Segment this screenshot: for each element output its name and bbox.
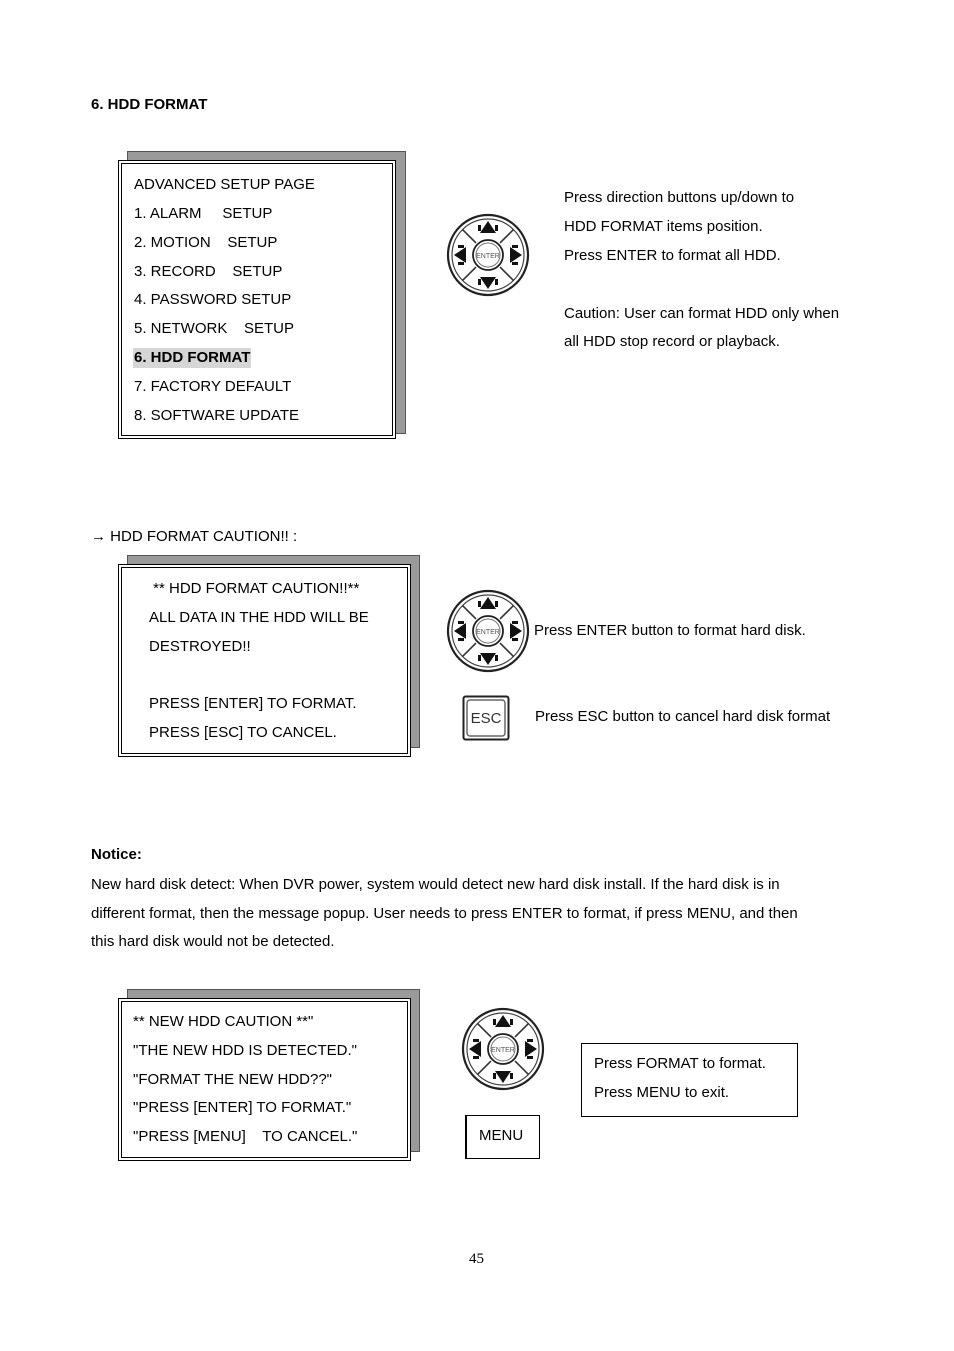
menu-item-hdd-format[interactable]: 6. HDD FORMAT [134,349,251,366]
caution-line: DESTROYED!! [149,638,251,655]
new-hdd-line: "FORMAT THE NEW HDD??" [133,1071,332,1088]
caution-esc-line: PRESS [ESC] TO CANCEL. [149,724,337,741]
caution-enter-line: PRESS [ENTER] TO FORMAT. [149,695,357,712]
menu-button [465,1115,540,1159]
direction-pad-icon [461,1006,545,1092]
menu-item-network[interactable]: 5. NETWORK SETUP [134,320,295,337]
caution-subheading: → HDD FORMAT CAUTION!! : [91,528,298,545]
new-hdd-line: "PRESS [MENU] TO CANCEL." [133,1128,358,1145]
caution-title: ** HDD FORMAT CAUTION!!** [149,580,360,597]
menu-button-label: MENU [479,1127,524,1144]
menu-item-factory-default[interactable]: 7. FACTORY DEFAULT [134,378,292,395]
menu-item-alarm[interactable]: 1. ALARM SETUP [134,205,273,222]
esc-instruction: Press ESC button to cancel hard disk format [535,708,831,725]
new-hdd-line: "PRESS [ENTER] TO FORMAT." [133,1099,352,1116]
instruction-line: HDD FORMAT items position. [564,218,763,235]
new-hdd-title: ** NEW HDD CAUTION **" [133,1013,314,1030]
caution-line: ALL DATA IN THE HDD WILL BE [149,609,369,626]
page-number: 45 [469,1251,484,1267]
enter-label: ENTER [476,629,500,636]
menu-item-record[interactable]: 3. RECORD SETUP [134,263,283,280]
caution-line: all HDD stop record or playback. [564,333,780,350]
new-hdd-line: "THE NEW HDD IS DETECTED." [133,1042,357,1059]
notice-title: Notice: [91,846,142,863]
format-exit-info-box [581,1043,798,1117]
notice-line: New hard disk detect: When DVR power, system would detect new hard disk install. If the hard disk is in [91,876,780,893]
menu-item-software-update[interactable]: 8. SOFTWARE UPDATE [134,407,300,424]
info-line: Press FORMAT to format. [594,1055,766,1072]
info-line: Press MENU to exit. [594,1084,730,1101]
menu-item-password[interactable]: 4. PASSWORD SETUP [134,291,292,308]
enter-label: ENTER [476,253,500,260]
enter-label: ENTER [491,1047,515,1054]
instruction-line: Press direction buttons up/down to [564,189,795,206]
direction-pad-icon [446,588,530,674]
section-title: 6. HDD FORMAT [91,96,208,113]
esc-button-icon [462,695,510,741]
notice-line: different format, then the message popup. User needs to press ENTER to format, if press MENU, and then [91,905,798,922]
menu-item-motion[interactable]: 2. MOTION SETUP [134,234,278,251]
direction-pad-icon [446,212,530,298]
menu-title: ADVANCED SETUP PAGE [134,176,315,193]
instruction-line: Press ENTER to format all HDD. [564,247,781,264]
esc-label: ESC [470,710,502,727]
caution-line: Caution: User can format HDD only when [564,305,840,322]
enter-instruction: Press ENTER button to format hard disk. [534,622,806,639]
notice-line: this hard disk would not be detected. [91,933,335,950]
